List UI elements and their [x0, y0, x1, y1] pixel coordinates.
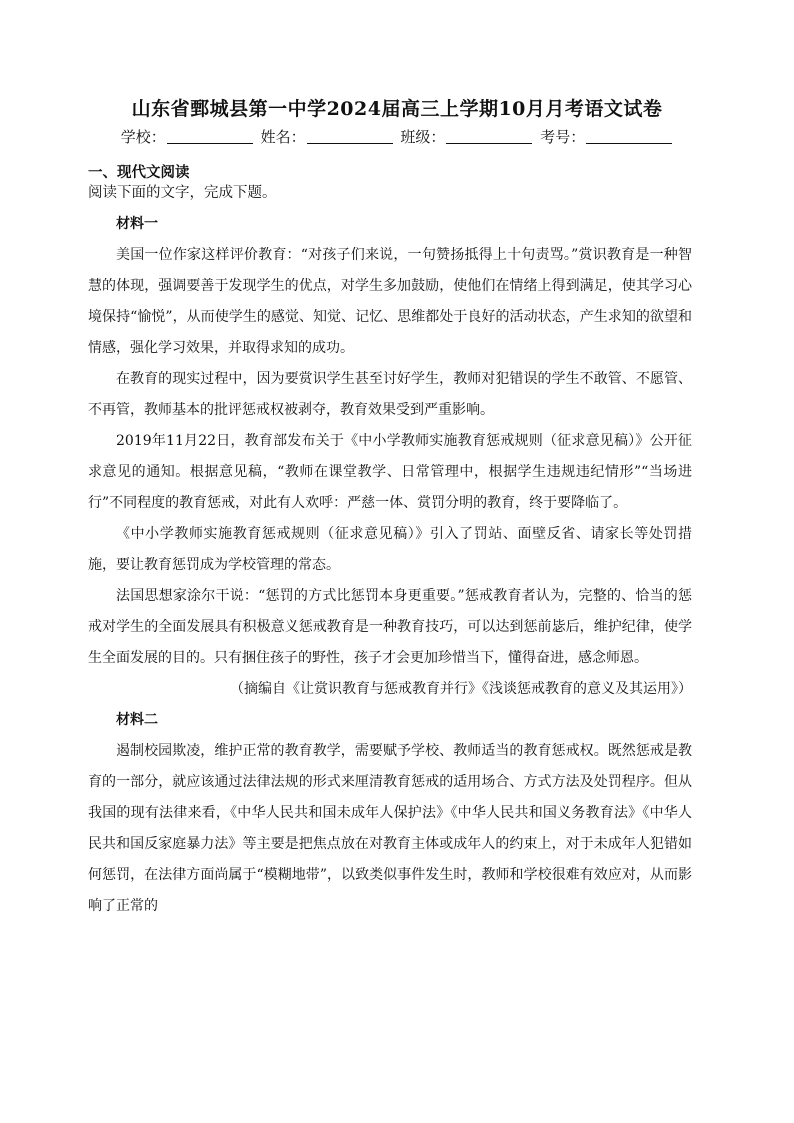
- name-label: 姓名：: [260, 128, 306, 146]
- exam-title: 山东省鄄城县第一中学2024届高三上学期10月月考语文试卷: [131, 98, 663, 120]
- material-1-label: 材料一: [116, 216, 158, 232]
- material-2-paragraph: 遏制校园欺凌，维护正常的教育教学，需要赋予学校、教师适当的教育惩戒权。既然惩戒是教育的一部分，就应该通过法律法规的形式来厘清教育惩戒的适用场合、方式方法及处罚程序。但从我国的现有法律来看，《中华人民共和国未成年人保护法》《中华人民共和国义务教育法》《中华人民共和国反家庭暴力法》等主要是把焦点放在对教育主体或成年人的约束上，对于未成年人犯错如何惩罚，在法律方面尚属于“模糊地带”，以致类似事件发生时，教师和学校很难有效应对，从而影响了正常的: [88, 743, 692, 914]
- student-info-line: [0, 126, 794, 147]
- material-1-paragraph: 美国一位作家这样评价教育：“对孩子们来说，一句赞扬抵得上十句责骂。”赏识教育是一种智慧的体现，强调要善于发现学生的优点，对学生多加鼓励，使他们在情绪上得到满足，使其学习心境保持“愉悦”，从而使学生的感觉、知觉、记忆、思维都处于良好的活动状态，产生求知的欲望和情感，强化学习效果，并取得求知的成功。: [88, 247, 692, 356]
- material-2-label: 材料二: [116, 712, 158, 728]
- number-label: 考号：: [540, 128, 586, 146]
- material-1-paragraph: 法国思想家涂尔干说：“惩罚的方式比惩罚本身更重要。”惩戒教育者认为，完整的、恰当的惩戒对学生的全面发展具有积极意义惩戒教育是一种教育技巧，可以达到惩前毖后，维护纪律，使学生全面发展的目的。只有捆住孩子的野性，孩子才会更加珍惜当下，懂得奋进，感念师恩。: [88, 588, 692, 666]
- material-1-paragraph: 在教育的现实过程中，因为要赏识学生甚至讨好学生，教师对犯错误的学生不敢管、不愿管、不再管，教师基本的批评惩戒权被剥夺，教育效果受到严重影响。: [88, 371, 692, 418]
- material-1-paragraph: 2019年11月22日，教育部发布关于《中小学教师实施教育惩戒规则（征求意见稿）》公开征求意见的通知。根据意见稿，“教师在课堂教学、日常管理中，根据学生违规违纪情形”“当场进行”不同程度的教育惩戒，对此有人欢呼：严慈一体、赏罚分明的教育，终于要降临了。: [88, 433, 692, 511]
- number-blank[interactable]: [586, 129, 672, 144]
- school-blank[interactable]: [167, 129, 253, 144]
- instruction-text: 阅读下面的文字，完成下题。: [88, 185, 277, 201]
- section-heading: 一、现代文阅读: [88, 165, 190, 181]
- material-1-source: （摘编自《让赏识教育与惩戒教育并行》《浅谈惩戒教育的意义及其运用》）: [230, 681, 692, 697]
- class-label: 班级：: [400, 128, 446, 146]
- name-blank[interactable]: [307, 129, 393, 144]
- school-label: 学校：: [120, 128, 166, 146]
- exam-content: [88, 160, 692, 922]
- class-blank[interactable]: [446, 129, 532, 144]
- material-1-paragraph: 《中小学教师实施教育惩戒规则（征求意见稿）》引入了罚站、面壁反省、请家长等处罚措施，要让教育惩罚成为学校管理的常态。: [88, 526, 692, 573]
